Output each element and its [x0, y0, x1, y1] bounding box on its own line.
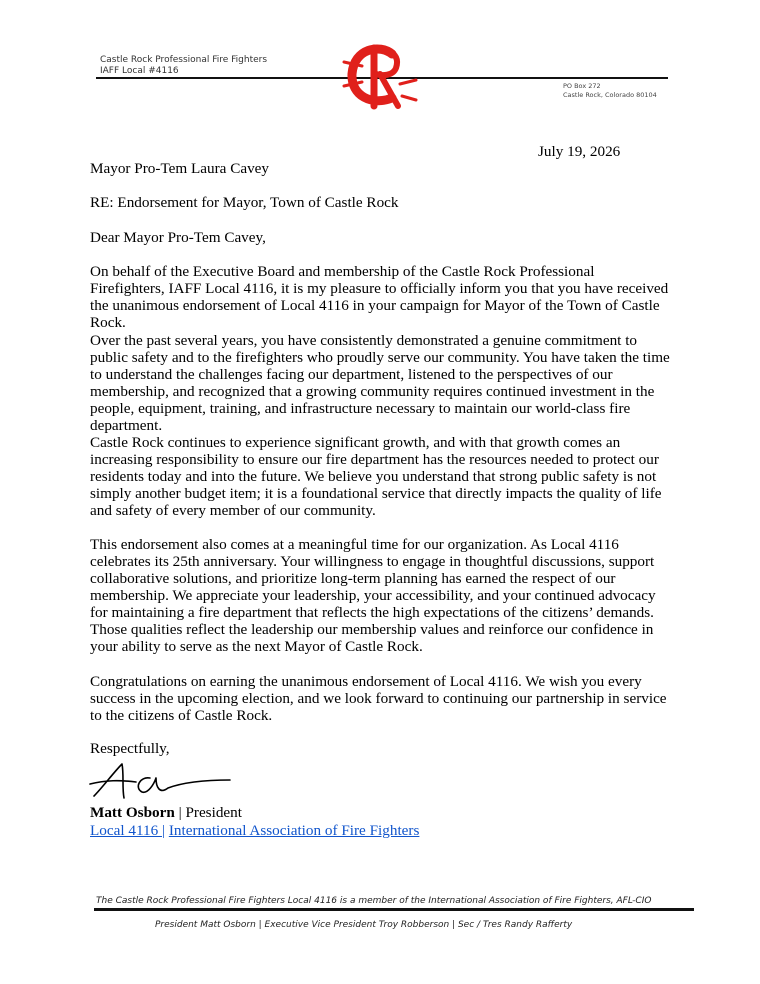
address-po-box: PO Box 272	[563, 82, 601, 90]
org-name-block	[100, 55, 267, 77]
recipient: Mayor Pro-Tem Laura Cavey	[90, 160, 270, 177]
crff-monogram-icon	[340, 40, 420, 112]
org-name: Castle Rock Professional Fire Fighters	[100, 55, 268, 65]
letterhead	[0, 0, 760, 115]
iaff-link[interactable]: International Association of Fire Fighters	[168, 822, 420, 839]
org-local: IAFF Local #4116	[100, 66, 179, 76]
signer-name: Matt Osborn	[90, 804, 175, 821]
paragraph-4: This endorsement also comes at a meaningful time for our organization. As Local 4116 celebrates its 25th anniversary. Your willingness to engage in thoughtful discussions, support collaborative solutions, and prioritize long-term planning has earned the respect of our membership. We appreciate your leadership, your accessibility, and your continued advocacy for maintaining a fire department that reflects the high expectations of the citizens’ demands. Those qualities reflect the leadership our membership values and reinforce our confidence in your ability to serve as the next Mayor of Castle Rock.	[90, 536, 656, 655]
closing: Respectfully,	[90, 740, 170, 757]
signer-separator: |	[174, 804, 186, 821]
signer-title: President	[185, 804, 242, 821]
paragraph-3: Castle Rock continues to experience significant growth, and with that growth comes an increasing responsibility to ensure our fire department has the resources needed to protect our residents today and into the future. We believe you understand that strong public safety is not simply another budget item; it is a foundational service that directly impacts the quality of life and safety of every member of our community.	[90, 434, 662, 519]
local-4116-link[interactable]: Local 4116	[90, 822, 162, 839]
paragraph-5: Congratulations on earning the unanimous endorsement of Local 4116. We wish you every success in the upcoming election, and we look forward to continuing our partnership in service to the citizens of Castle Rock.	[90, 673, 667, 724]
paragraph-1: On behalf of the Executive Board and membership of the Castle Rock Professional Firefighters, IAFF Local 4116, it is my pleasure to officially inform you that you have received the unanimous endorsement of Local 4116 in your campaign for Mayor of the Town of Castle Rock.	[90, 263, 669, 331]
signer-line	[90, 804, 242, 821]
salutation: Dear Mayor Pro-Tem Cavey,	[90, 229, 266, 246]
subject-line: RE: Endorsement for Mayor, Town of Castle Rock	[90, 194, 399, 211]
footer-membership: The Castle Rock Professional Fire Fighters Local 4116 is a member of the International Association of Fire Fighters, AFL-CIO	[96, 896, 652, 906]
address-city: Castle Rock, Colorado 80104	[563, 91, 657, 99]
links-line	[90, 822, 419, 839]
paragraph-2: Over the past several years, you have consistently demonstrated a genuine commitment to public safety and to the firefighters who proudly serve our community. You have taken the time to understand the challenges facing our department, listened to the perspectives of our membership, and recognized that a growing community requires continued investment in the people, equipment, training, and infrastructure necessary to maintain our world-class fire department.	[90, 332, 670, 434]
footer-rule	[94, 908, 694, 911]
letter-date: July 19, 2026	[538, 143, 621, 160]
address-block	[563, 82, 657, 100]
link-separator: |	[161, 822, 166, 839]
handwritten-signature	[88, 758, 238, 806]
footer-officers: President Matt Osborn | Executive Vice President Troy Robberson | Sec / Tres Randy Rafferty	[155, 920, 573, 930]
